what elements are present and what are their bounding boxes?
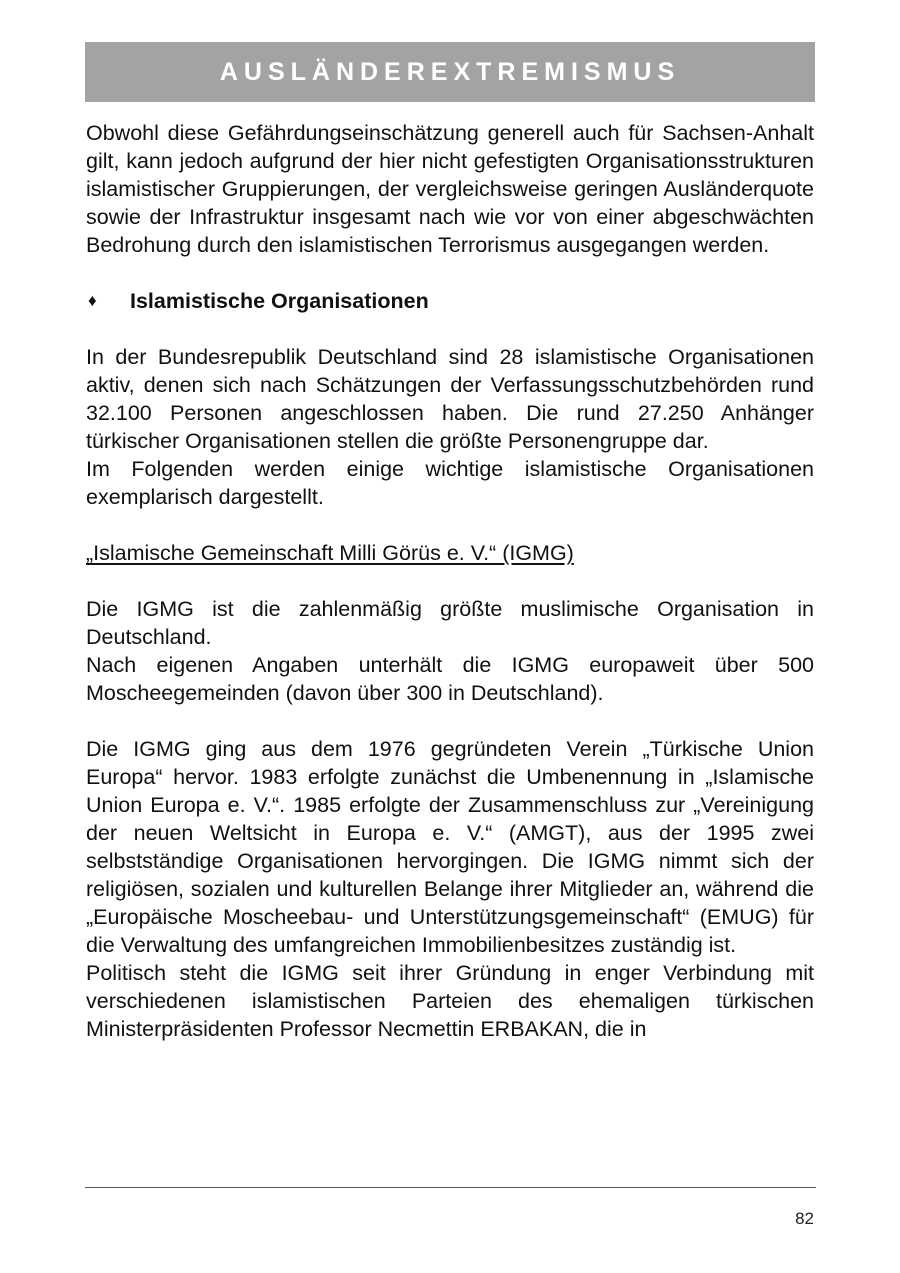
- page-number: 82: [795, 1209, 814, 1228]
- paragraph: Nach eigenen Angaben unterhält die IGMG europaweit über 500 Moscheegemeinden (davon über 300 in Deutschland).: [86, 653, 814, 705]
- section-title: AUSLÄNDEREXTREMISMUS: [219, 57, 681, 86]
- section-header: [85, 42, 815, 102]
- paragraph: Obwohl diese Gefährdungseinschätzung generell auch für Sachsen-Anhalt gilt, kann jedoch aufgrund der hier nicht gefestigten Organisationsstrukturen islamistischer Gruppierungen, der vergleichsweise geringen Ausländerquote sowie der Infrastruktur insgesamt nach wie vor von einer abgeschwächten Bedrohung durch den islamistischen Terrorismus ausgegangen werden.: [86, 121, 814, 257]
- paragraph: Politisch steht die IGMG seit ihrer Gründung in enger Verbindung mit verschiedenen islamistischen Parteien des ehemaligen türkischen Ministerpräsidenten Professor Necmettin ERBAKAN, die in: [86, 961, 814, 1041]
- section-heading: [86, 287, 814, 315]
- paragraph: Die IGMG ging aus dem 1976 gegründeten Verein „Türkische Union Europa“ hervor. 1983 erfolgte zunächst die Umbenennung in „Islamische Union Europa e. V.“. 1985 erfolgte der Zusammenschluss zur „Vereinigung der neuen Weltsicht in Europa e. V.“ (AMGT), aus der 1995 zwei selbstständige Organisationen hervorgingen. Die IGMG nimmt sich der religiösen, sozialen und kulturellen Belange ihrer Mitglieder an, während die „Europäische Moscheebau- und Unterstützungsgemeinschaft“ (EMUG) für die Verwaltung des umfangreichen Immobilienbesitzes zuständig ist.: [86, 737, 814, 957]
- footer-divider: [85, 1187, 816, 1188]
- body-text: [86, 119, 814, 1043]
- organisation-subheading: „Islamische Gemeinschaft Milli Görüs e. V.“ (IGMG): [86, 541, 574, 565]
- diamond-bullet-icon: ♦: [88, 291, 97, 310]
- paragraph: In der Bundesrepublik Deutschland sind 28 islamistische Organisationen aktiv, denen sich nach Schätzungen der Verfassungsschutzbehörden rund 32.100 Personen angeschlossen haben. Die rund 27.250 Anhänger türkischer Organisationen stellen die größte Personengruppe dar.: [86, 345, 814, 453]
- paragraph: Im Folgenden werden einige wichtige islamistische Organisationen exemplarisch dargestellt.: [86, 457, 814, 509]
- heading-text: Islamistische Organisationen: [130, 289, 429, 313]
- paragraph: Die IGMG ist die zahlenmäßig größte muslimische Organisation in Deutschland.: [86, 597, 814, 649]
